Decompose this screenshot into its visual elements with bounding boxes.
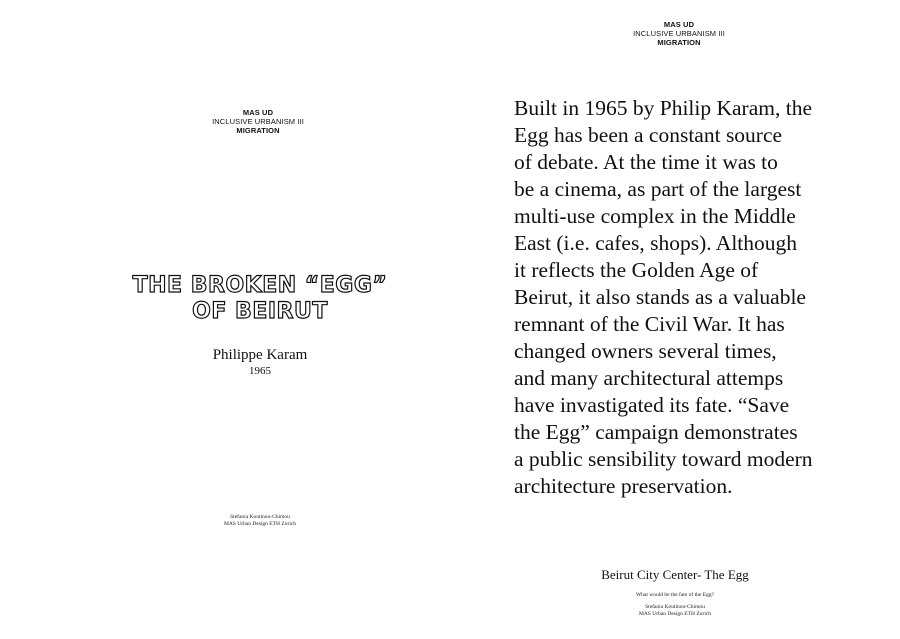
right-page-credits — [575, 604, 775, 618]
body-line: have invastigated its fate. “Save — [514, 393, 790, 417]
body-paragraph — [514, 95, 874, 500]
construction-year: 1965 — [249, 365, 271, 377]
right-page-header — [579, 20, 779, 47]
body-line: multi-use complex in the Middle — [514, 204, 796, 228]
header-topic: MIGRATION — [236, 126, 280, 135]
body-line: be a cinema, as part of the largest — [514, 177, 802, 201]
body-line: architecture preservation. — [514, 474, 733, 498]
body-line: remnant of the Civil War. It has — [514, 312, 785, 336]
body-line: and many architectural attemps — [514, 366, 784, 390]
header-course: INCLUSIVE URBANISM III — [633, 29, 725, 38]
body-line: East (i.e. cafes, shops). Although — [514, 231, 798, 255]
body-line: it reflects the Golden Age of — [514, 258, 759, 282]
title-line-1: THE BROKEN “EGG” — [132, 273, 388, 298]
left-page-credits — [160, 514, 360, 528]
header-program: MAS UD — [663, 20, 695, 29]
body-line: changed owners several times, — [514, 339, 777, 363]
left-page-header — [158, 108, 358, 135]
credits-author: Stefania Koutinou-Chimou — [230, 514, 290, 520]
header-topic: MIGRATION — [657, 38, 701, 47]
caption-question: What would be the fate of the Egg? — [635, 592, 715, 598]
body-line: the Egg” campaign demonstrates — [514, 420, 798, 444]
body-line: Egg has been a constant source — [514, 123, 783, 147]
body-line: of debate. At the time it was to — [514, 150, 778, 174]
credits-institution: MAS Urban Design ETH Zurich — [223, 521, 297, 527]
page-title — [100, 273, 420, 325]
credits-author: Stefania Koutinou-Chimou — [645, 604, 705, 610]
body-line: Beirut, it also stands as a valuable — [514, 285, 806, 309]
header-program: MAS UD — [242, 108, 274, 117]
body-line: Built in 1965 by Philip Karam, the — [514, 96, 812, 120]
body-line: a public sensibility toward modern — [514, 447, 813, 471]
caption-title: Beirut City Center- The Egg — [601, 567, 749, 582]
header-course: INCLUSIVE URBANISM III — [212, 117, 304, 126]
credits-institution: MAS Urban Design ETH Zurich — [638, 611, 712, 617]
architect-name: Philippe Karam — [212, 347, 308, 363]
title-line-2: OF BEIRUT — [192, 299, 328, 324]
